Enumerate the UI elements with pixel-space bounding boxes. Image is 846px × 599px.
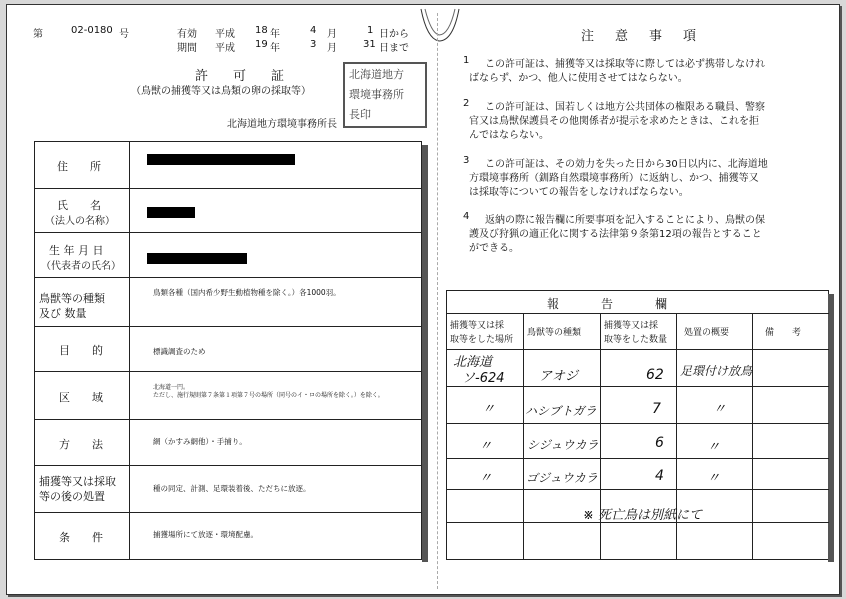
report-row-divider	[446, 386, 829, 387]
note-line: 護及び狩猟の適正化に関する法律第９条第12項の報告とすること	[469, 229, 762, 240]
form-row-divider	[34, 465, 422, 466]
to-year: 19	[255, 39, 268, 50]
report-action: 足環付け放鳥	[680, 364, 753, 378]
report-footnote: ※ 死亡鳥は別紙にて	[583, 508, 703, 523]
value-area-2: ただし、施行規則第７条第１項第７号の場所（同号のイ・ロの場所を除く。）を除く。	[153, 392, 384, 399]
form-row-divider	[34, 188, 422, 189]
report-species: アオジ	[539, 369, 578, 384]
report-row-divider	[446, 423, 829, 424]
note-number: 2	[463, 98, 470, 109]
form-column-divider	[129, 141, 130, 560]
report-row-divider	[446, 349, 829, 350]
permit-number-suffix: 号	[119, 29, 129, 40]
permit-number: 02-0180	[71, 25, 113, 36]
report-count: 62	[646, 367, 664, 383]
report-col-divider	[523, 313, 524, 559]
report-col-header: 備 考	[765, 328, 802, 338]
label-purpose: 目 的	[59, 344, 103, 357]
report-place: 〃	[479, 439, 493, 454]
report-action: 〃	[713, 402, 727, 417]
note-number: 1	[463, 55, 470, 66]
note-number: 3	[463, 155, 470, 166]
redacted-address	[147, 154, 295, 165]
note-line: 官又は鳥獣保護員その他関係者が提示を求めたときは、これを拒	[469, 116, 759, 127]
report-count: 4	[655, 468, 664, 484]
report-col-header: 取等をした場所	[450, 335, 514, 345]
form-row-divider	[34, 232, 422, 233]
permit-number-prefix: 第	[33, 29, 43, 40]
label-area: 区 域	[59, 391, 103, 404]
value-purpose: 標識調査のため	[153, 347, 206, 356]
from-month: 4	[310, 25, 317, 36]
seal-line-2: 環境事務所	[349, 88, 404, 101]
value-post-capture: 種の同定、計測、足環装着後、ただちに放逐。	[153, 484, 311, 493]
report-place: 〃	[482, 402, 496, 417]
permit-subtitle: （鳥獣の捕獲等又は鳥類の卵の採取等）	[131, 86, 311, 97]
report-place: 北海道	[453, 355, 493, 370]
value-method: 網（かすみ網他）・手捕り。	[153, 437, 247, 446]
note-line: この許可証は、捕獲等又は採取等に際しては必ず携帯しなけれ	[485, 59, 765, 70]
note-line: この許可証は、国若しくは地方公共団体の権限ある職員、警察	[485, 102, 765, 113]
report-count: 7	[652, 401, 661, 417]
to-month-unit: 月	[327, 43, 337, 54]
permit-title: 許 可 証	[195, 69, 291, 84]
from-day: 1	[367, 25, 374, 36]
report-col-divider	[752, 313, 753, 559]
note-line: ができる。	[469, 243, 519, 254]
from-day-unit: 日から	[379, 29, 409, 40]
report-count: 6	[655, 435, 664, 451]
form-row-divider	[34, 419, 422, 420]
report-col-header: 捕獲等又は採	[604, 321, 659, 331]
fold-line	[437, 13, 439, 589]
note-number: 4	[463, 211, 470, 222]
official-seal-stamp	[343, 62, 427, 128]
issuer-name: 北海道地方環境事務所長	[227, 119, 337, 130]
value-conditions: 捕獲場所にて放逐・環境配慮。	[153, 530, 258, 539]
report-row-divider	[446, 489, 829, 490]
redacted-name	[147, 207, 195, 218]
note-line: この許可証は、その効力を失った日から30日以内に、北海道地	[485, 159, 768, 170]
seal-line-1: 北海道地方	[349, 68, 404, 81]
note-line: 方環境事務所（釧路自然環境事務所）に返納し、かつ、捕獲等又	[469, 173, 759, 184]
binding-clip-icon	[417, 5, 463, 47]
note-line: んではならない。	[469, 130, 549, 141]
label-birthdate: 生 年 月 日	[49, 244, 104, 257]
report-col-header: 取等をした数量	[604, 335, 668, 345]
valid-label: 有効	[177, 29, 197, 40]
from-era: 平成	[215, 29, 235, 40]
period-label: 期間	[177, 43, 197, 54]
to-era: 平成	[215, 43, 235, 54]
form-row-divider	[34, 512, 422, 513]
report-col-header: 鳥獣等の種類	[527, 328, 582, 338]
form-row-divider	[34, 326, 422, 327]
label-species-count-2: 及び 数量	[39, 307, 87, 320]
report-row-divider	[446, 313, 829, 314]
report-col-header: 捕獲等又は採	[450, 321, 505, 331]
report-col-header: 処置の概要	[684, 328, 730, 338]
form-row-divider	[34, 277, 422, 278]
from-month-unit: 月	[327, 29, 337, 40]
note-line: 返納の際に報告欄に所要事項を記入することにより、鳥獣の保	[485, 215, 765, 226]
redacted-representative	[147, 253, 247, 264]
label-conditions: 条 件	[59, 531, 103, 544]
note-line: ばならず、かつ、他人に使用させてはならない。	[469, 73, 688, 84]
report-place: 〃	[479, 471, 493, 486]
label-post-capture-2: 等の後の処置	[39, 490, 105, 503]
label-birthdate-sub: （代表者の氏名）	[41, 261, 121, 272]
report-species: シジュウカラ	[527, 438, 599, 452]
note-line: は採取等についての報告をしなければならない。	[469, 187, 689, 198]
label-name: 氏 名	[57, 199, 101, 212]
form-row-divider	[34, 371, 422, 372]
seal-line-3: 長印	[349, 108, 371, 121]
to-year-unit: 年	[270, 43, 280, 54]
value-area-1: 北海道一円。	[153, 384, 190, 391]
value-species-count: 鳥類各種（国内希少野生動植物種を除く。）各1000羽。	[153, 288, 341, 297]
report-action: 〃	[707, 440, 721, 455]
report-species: ハシブトガラ	[525, 404, 597, 418]
permit-document	[6, 4, 840, 595]
label-post-capture: 捕獲等又は採取	[39, 475, 116, 488]
notes-title: 注 意 事 項	[581, 29, 701, 44]
label-address: 住 所	[57, 160, 101, 173]
label-method: 方 法	[59, 438, 103, 451]
label-name-sub: （法人の名称）	[45, 216, 115, 227]
from-year: 18	[255, 25, 268, 36]
to-month: 3	[310, 39, 317, 50]
report-place-code: ソ-624	[462, 371, 505, 386]
report-species: ゴジュウカラ	[526, 471, 598, 485]
report-row-divider	[446, 458, 829, 459]
to-day: 31	[363, 39, 376, 50]
table-shadow	[422, 145, 428, 562]
to-day-unit: 日まで	[379, 43, 409, 54]
report-action: 〃	[707, 471, 721, 486]
label-species-count: 鳥獣等の種類	[39, 292, 105, 305]
report-title: 報 告 欄	[547, 297, 674, 311]
from-year-unit: 年	[270, 29, 280, 40]
